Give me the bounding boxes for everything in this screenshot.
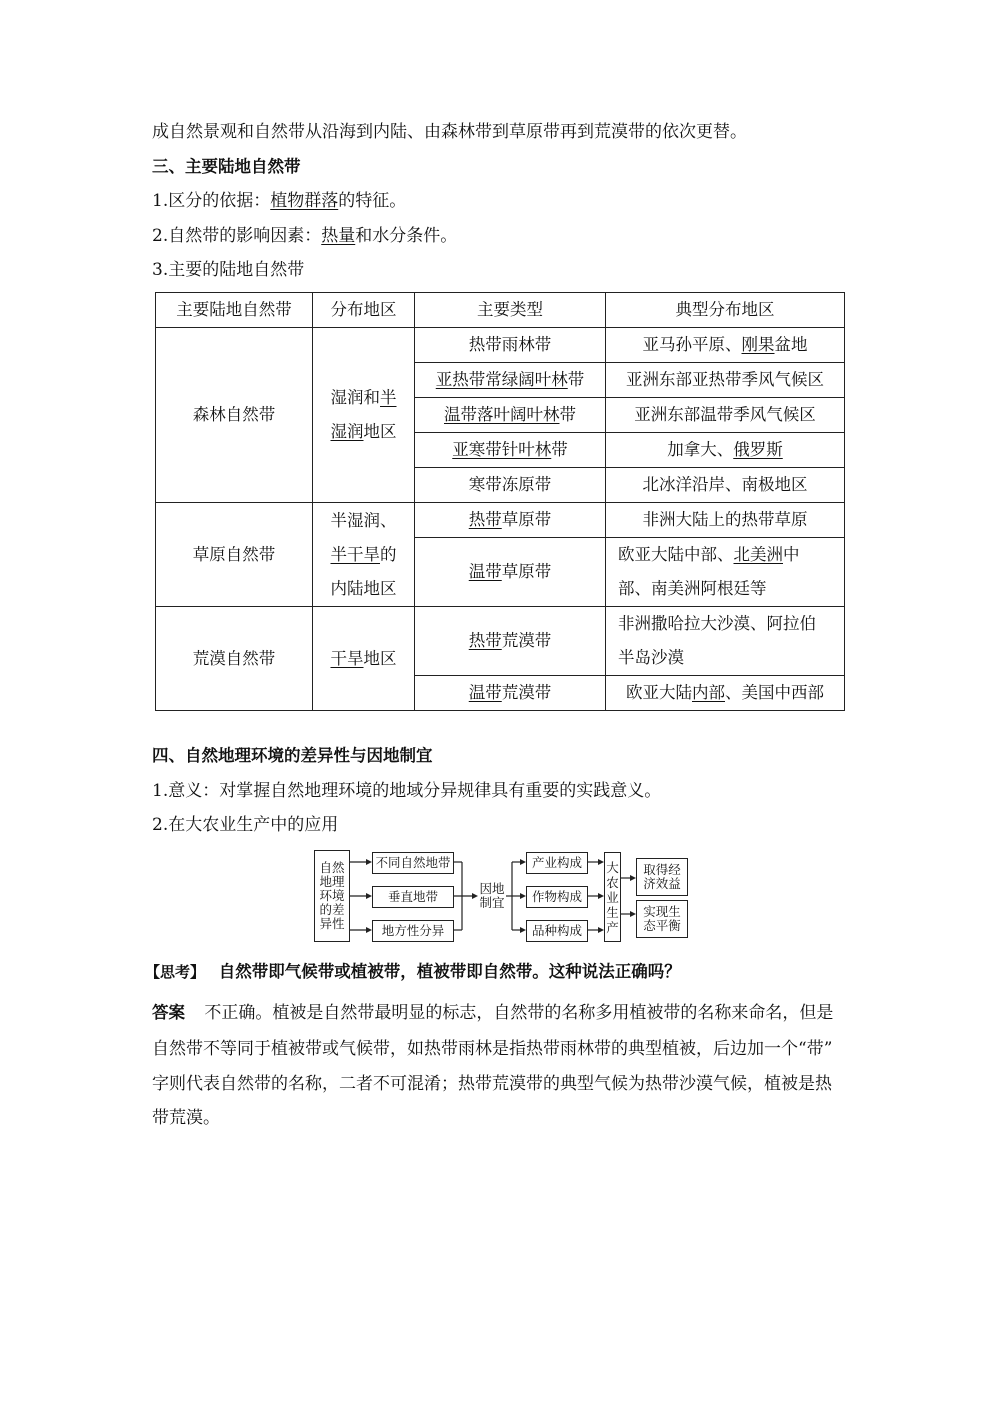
distribution-cell: 非洲撒哈拉大沙漠、阿拉伯 半岛沙漠 xyxy=(606,607,845,676)
header-cell: 主要类型 xyxy=(415,293,606,328)
distribution-cell: 亚洲东部亚热带季风气候区 xyxy=(606,363,845,398)
type-cell: 亚寒带针叶林带 xyxy=(415,433,606,468)
table-row xyxy=(156,503,845,538)
section3-item3: 3.主要的陆地自然带 xyxy=(152,260,305,280)
intro-line: 成自然景观和自然带从沿海到内陆、由森林带到草原带再到荒漠带的依次更替。 xyxy=(152,122,747,142)
region-cell-desert: 干旱地区 xyxy=(313,607,415,711)
type-cell: 温带草原带 xyxy=(415,538,606,607)
table-row xyxy=(156,328,845,363)
diagram-output-box: 产业构成 xyxy=(526,852,588,874)
diagram-center-box: 因地 制宜 xyxy=(478,878,506,914)
distribution-cell: 亚洲东部温带季风气候区 xyxy=(606,398,845,433)
diagram-factor-box: 不同自然地带 xyxy=(372,852,454,874)
header-cell: 主要陆地自然带 xyxy=(156,293,313,328)
type-cell: 热带荒漠带 xyxy=(415,607,606,676)
header-cell: 典型分布地区 xyxy=(606,293,845,328)
type-cell: 温带荒漠带 xyxy=(415,676,606,711)
zone-cell-forest: 森林自然带 xyxy=(156,328,313,503)
diagram-output-box: 品种构成 xyxy=(526,920,588,942)
table-header-row xyxy=(156,293,845,328)
think-tag: 【思考】 xyxy=(145,963,206,981)
section3-item2: 2.自然带的影响因素：热量和水分条件。 xyxy=(152,226,458,246)
section4-item2: 2.在大农业生产中的应用 xyxy=(152,815,339,835)
header-cell: 分布地区 xyxy=(313,293,415,328)
distribution-cell: 加拿大、俄罗斯 xyxy=(606,433,845,468)
distribution-cell: 亚马孙平原、刚果盆地 xyxy=(606,328,845,363)
answer-line: 自然带不等同于植被带或气候带，如热带雨林是指热带雨林带的典型植被，后边加一个“带” xyxy=(152,1039,833,1059)
zone-cell-grass: 草原自然带 xyxy=(156,503,313,607)
type-cell: 热带草原带 xyxy=(415,503,606,538)
distribution-cell: 欧亚大陆中部、北美洲中 部、南美洲阿根廷等 xyxy=(606,538,845,607)
diagram-factor-box: 地方性分异 xyxy=(372,920,454,942)
type-cell: 亚热带常绿阔叶林带 xyxy=(415,363,606,398)
diagram-factor-box: 垂直地带 xyxy=(372,886,454,908)
diagram-agri-box: 大 农 业 生 产 xyxy=(604,852,621,942)
diagram-source-box: 自然 地理 环境 的差 异性 xyxy=(314,850,350,942)
section4-heading: 四、自然地理环境的差异性与因地制宜 xyxy=(152,746,433,765)
natural-zones-table xyxy=(155,292,845,711)
think-question: 【思考】 自然带即气候带或植被带，植被带即自然带。这种说法正确吗？ xyxy=(145,962,681,981)
type-cell: 热带雨林带 xyxy=(415,328,606,363)
distribution-cell: 非洲大陆上的热带草原 xyxy=(606,503,845,538)
diagram-result-box: 实现生 态平衡 xyxy=(636,900,688,938)
agriculture-flow-diagram xyxy=(312,848,698,944)
type-cell: 温带落叶阔叶林带 xyxy=(415,398,606,433)
diagram-output-box: 作物构成 xyxy=(526,886,588,908)
diagram-result-box: 取得经 济效益 xyxy=(636,858,688,896)
answer-line: 带荒漠。 xyxy=(152,1108,220,1128)
zone-cell-desert: 荒漠自然带 xyxy=(156,607,313,711)
section4-item1: 1.意义：对掌握自然地理环境的地域分异规律具有重要的实践意义。 xyxy=(152,781,662,801)
table-row xyxy=(156,607,845,676)
region-cell-grass: 半湿润、 半干旱的 内陆地区 xyxy=(313,503,415,607)
distribution-cell: 北冰洋沿岸、南极地区 xyxy=(606,468,845,503)
answer-line: 字则代表自然带的名称，二者不可混淆；热带荒漠带的典型气候为热带沙漠气候，植被是热 xyxy=(152,1074,832,1094)
region-cell-forest: 湿润和半 湿润地区 xyxy=(313,328,415,503)
section3-heading: 三、主要陆地自然带 xyxy=(152,157,301,176)
type-cell: 寒带冻原带 xyxy=(415,468,606,503)
section3-item1: 1.区分的依据：植物群落的特征。 xyxy=(152,191,407,211)
distribution-cell: 欧亚大陆内部、美国中西部 xyxy=(606,676,845,711)
answer-label: 答案 xyxy=(152,1003,185,1022)
